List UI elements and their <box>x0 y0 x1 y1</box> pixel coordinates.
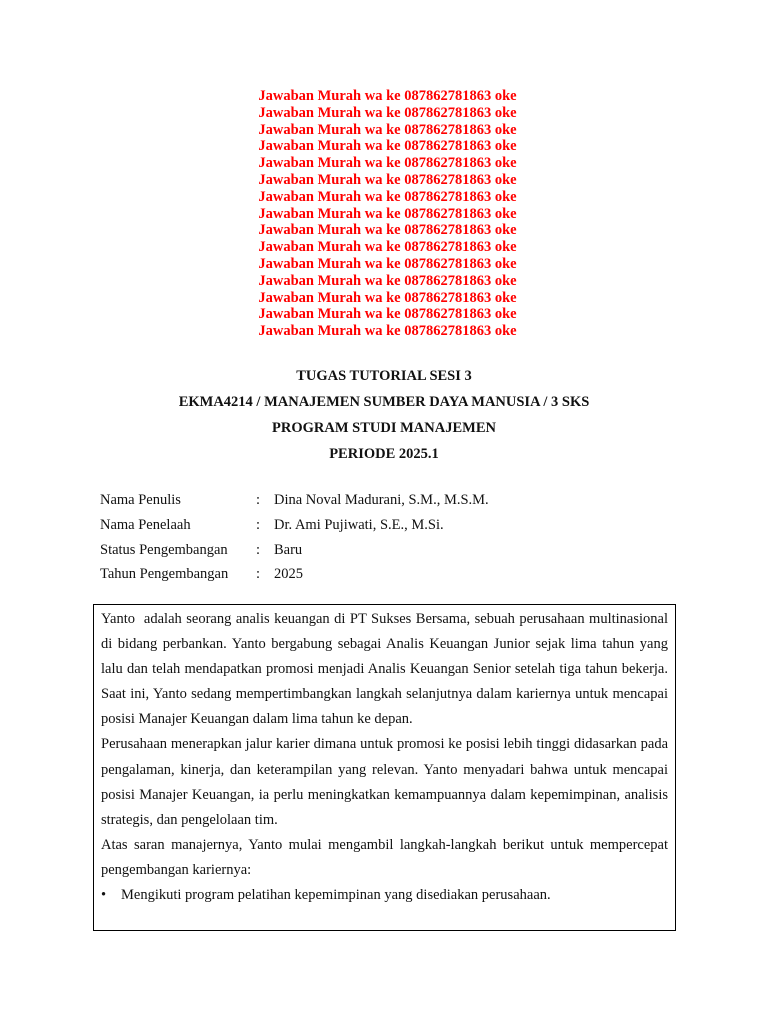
metadata-label: Nama Penelaah <box>100 516 191 533</box>
watermark-line: Jawaban Murah wa ke 087862781863 oke <box>258 138 517 155</box>
case-paragraph: Perusahaan menerapkan jalur karier dimana untuk promosi ke posisi lebih tinggi didasarkan pada pengalaman, kinerja, dan keterampilan yang relevan. Yanto menyadari bahwa untuk mencapai posisi Manajer Keuangan, ia perlu meningkatkan kemampuannya dalam kepemimpinan, analisis strategis, dan pengelolaan tim. <box>101 736 668 828</box>
metadata-separator: : <box>256 541 261 558</box>
metadata-label: Tahun Pengembangan <box>100 566 229 583</box>
watermark-line: Jawaban Murah wa ke 087862781863 oke <box>258 289 517 306</box>
watermark-block <box>0 88 768 340</box>
period-title: PERIODE 2025.1 <box>329 446 439 462</box>
watermark-line: Jawaban Murah wa ke 087862781863 oke <box>258 272 517 289</box>
case-bullet-item <box>101 883 668 908</box>
metadata-row <box>100 538 489 563</box>
watermark-line: Jawaban Murah wa ke 087862781863 oke <box>258 88 517 104</box>
metadata-value: Baru <box>274 541 303 558</box>
metadata-label: Status Pengembangan <box>100 541 228 558</box>
case-study-box <box>93 604 676 931</box>
watermark-line: Jawaban Murah wa ke 087862781863 oke <box>258 121 517 138</box>
metadata-row <box>100 488 489 513</box>
metadata-row <box>100 513 489 538</box>
watermark-line: Jawaban Murah wa ke 087862781863 oke <box>258 155 517 172</box>
watermark-line: Jawaban Murah wa ke 087862781863 oke <box>258 323 517 340</box>
program-title: PROGRAM STUDI MANAJEMEN <box>272 420 496 436</box>
case-paragraph: Yanto adalah seorang analis keuangan di PT Sukses Bersama, sebuah perusahaan multinasional di bidang perbankan. Yanto bergabung sebagai Analis Keuangan Junior sejak lima tahun yang lalu dan telah mendapatkan promosi menjadi Analis Keuangan Senior setelah tiga tahun bekerja. Saat ini, Yanto sedang mempertimbangkan langkah selanjutnya dalam kariernya untuk mencapai posisi Manajer Keuangan dalam lima tahun ke depan. <box>101 611 668 728</box>
metadata-value: 2025 <box>274 566 303 583</box>
metadata-value: Dina Noval Madurani, S.M., M.S.M. <box>274 492 489 508</box>
metadata-separator: : <box>256 492 261 508</box>
watermark-line: Jawaban Murah wa ke 087862781863 oke <box>258 171 517 188</box>
watermark-line: Jawaban Murah wa ke 087862781863 oke <box>258 205 517 222</box>
case-bullet-text: Mengikuti program pelatihan kepemimpinan yang disediakan perusahaan. <box>121 887 551 904</box>
course-title: EKMA4214 / MANAJEMEN SUMBER DAYA MANUSIA / 3 SKS <box>178 394 590 410</box>
metadata-row <box>100 562 489 587</box>
metadata-label: Nama Penulis <box>100 492 181 508</box>
metadata-value: Dr. Ami Pujiwati, S.E., M.Si. <box>274 516 444 533</box>
metadata-table <box>100 488 489 587</box>
metadata-separator: : <box>256 516 261 533</box>
watermark-line: Jawaban Murah wa ke 087862781863 oke <box>258 239 517 256</box>
watermark-line: Jawaban Murah wa ke 087862781863 oke <box>258 306 517 323</box>
case-paragraph: Atas saran manajernya, Yanto mulai mengambil langkah-langkah berikut untuk mempercepat pengembangan kariernya: <box>101 836 668 878</box>
watermark-line: Jawaban Murah wa ke 087862781863 oke <box>258 188 517 205</box>
watermark-line: Jawaban Murah wa ke 087862781863 oke <box>258 255 517 272</box>
watermark-line: Jawaban Murah wa ke 087862781863 oke <box>258 104 517 121</box>
bullet-icon: • <box>101 887 107 904</box>
metadata-separator: : <box>256 566 261 583</box>
assignment-title: TUGAS TUTORIAL SESI 3 <box>296 368 472 384</box>
watermark-line: Jawaban Murah wa ke 087862781863 oke <box>258 222 517 239</box>
title-block <box>0 363 768 467</box>
